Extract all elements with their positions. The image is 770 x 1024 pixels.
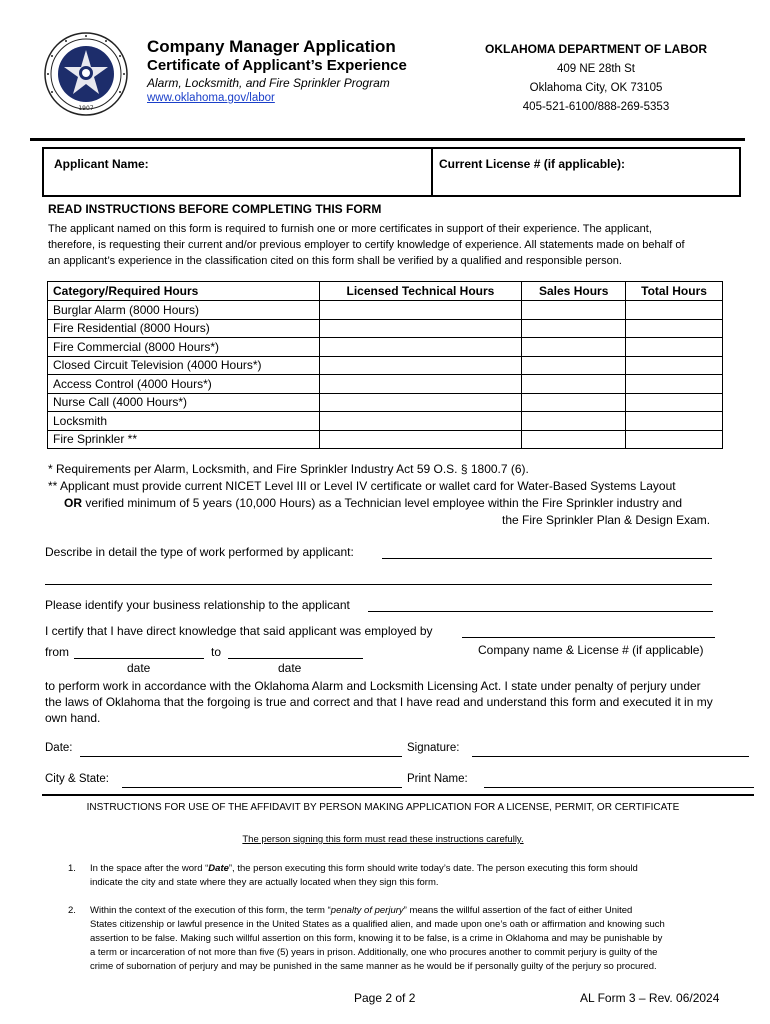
column-header-total-hours: Total Hours [626, 282, 723, 301]
category-cell: Fire Sprinkler ** [48, 430, 320, 449]
website-link[interactable]: www.oklahoma.gov/labor [147, 92, 275, 104]
print-name-field[interactable] [484, 787, 754, 788]
form-subtitle: Certificate of Applicant’s Experience [147, 57, 407, 74]
affidavit-subheading: The person signing this form must read these instructions carefully. [242, 834, 524, 845]
table-row [48, 412, 723, 431]
to-date-caption: date [278, 661, 302, 675]
affidavit-item1: In the space after the word “Date”, the person executing this form should write today’s date. The person executing this form should indicate the city and state where they are actually located when they sign this form. [90, 863, 638, 888]
affidavit-heading: INSTRUCTIONS FOR USE OF THE AFFIDAVIT BY PERSON MAKING APPLICATION FOR A LICENSE, PERMIT, OR CERTIFICATE [86, 802, 680, 813]
state-seal-logo [44, 32, 128, 116]
business-relationship-label: Please identify your business relationship to the applicant [45, 598, 350, 612]
sales-hours-input[interactable] [522, 301, 626, 320]
seal-year: 1907 [78, 105, 94, 112]
describe-work-label: Describe in detail the type of work performed by applicant: [45, 545, 354, 559]
table-header-row [48, 282, 723, 301]
business-relationship-field[interactable] [368, 611, 713, 612]
applicant-name-label: Applicant Name: [54, 157, 149, 171]
sales-hours-input[interactable] [522, 393, 626, 412]
from-label: from [45, 645, 69, 659]
program-name: Alarm, Locksmith, and Fire Sprinkler Program [147, 76, 390, 90]
instructions-line-3: an applicant’s experience in the classification cited on this form shall be verified by a qualified and responsible person. [48, 255, 622, 267]
technical-hours-input[interactable] [319, 393, 522, 412]
category-cell: Burglar Alarm (8000 Hours) [48, 301, 320, 320]
technical-hours-input[interactable] [319, 301, 522, 320]
total-hours-input[interactable] [626, 338, 723, 357]
affidavit-item1-number: 1. [68, 863, 76, 874]
city-state-label: City & State: [45, 773, 109, 785]
technical-hours-input[interactable] [319, 356, 522, 375]
from-date-caption: date [127, 661, 151, 675]
column-header-technical-hours: Licensed Technical Hours [319, 282, 522, 301]
table-row [48, 356, 723, 375]
department-phone: 405-521-6100/888-269-5353 [522, 101, 670, 113]
department-name: OKLAHOMA DEPARTMENT OF LABOR [485, 42, 707, 56]
print-name-label: Print Name: [407, 773, 468, 785]
affidavit-item2: Within the context of the execution of this form, the term “penalty of perjury” means the willful assertion of the fact of either United States citizenship or lawful presence in the United States as a qualified alien, and made upon one’s oath or affirmation and knowing such assertion to be false. Making such willful assertion on this form, knowing it to be false, is a crime in Oklahoma and may be punishable by a term or incarceration of not more than five (5) years in prison. Additionally, one who procures another to commit perjury is guilty of the crime of subornation of perjury and may be punished in the same manner as he would be if personally guilty of the perjury so procured. [90, 905, 665, 972]
technical-hours-input[interactable] [319, 338, 522, 357]
table-row [48, 338, 723, 357]
total-hours-input[interactable] [626, 393, 723, 412]
to-date-field[interactable] [228, 658, 363, 659]
perjury-statement-line3: own hand. [45, 711, 101, 725]
form-title: Company Manager Application [147, 37, 396, 56]
technical-hours-input[interactable] [319, 430, 522, 449]
department-address-line1: 409 NE 28th St [557, 63, 635, 75]
department-address-line2: Oklahoma City, OK 73105 [529, 82, 663, 94]
to-label: to [211, 645, 222, 659]
current-license-label: Current License # (if applicable): [439, 157, 626, 171]
applicant-name-field[interactable] [154, 153, 424, 191]
footnote-double-asterisk-line2: OR verified minimum of 5 years (10,000 Hours) as a Technician level employee within the Fire Sprinkler industry and [64, 496, 683, 510]
table-row [48, 301, 723, 320]
describe-work-field[interactable] [382, 558, 712, 559]
affidavit-divider [42, 794, 754, 796]
experience-hours-table [47, 281, 723, 449]
affidavit-item2-number: 2. [68, 905, 76, 916]
technical-hours-input[interactable] [319, 375, 522, 394]
sales-hours-input[interactable] [522, 338, 626, 357]
date-label: Date: [45, 742, 73, 754]
total-hours-input[interactable] [626, 319, 723, 338]
sales-hours-input[interactable] [522, 356, 626, 375]
instructions-line-2: therefore, is requesting their current and/or previous employer to certify knowledge of experience. All statements made on behalf of [48, 239, 685, 251]
technical-hours-input[interactable] [319, 319, 522, 338]
category-cell: Fire Commercial (8000 Hours*) [48, 338, 320, 357]
perjury-statement-line2: the laws of Oklahoma that the forgoing is true and correct and that I have read and understand this form and executed it in my [45, 695, 713, 709]
signature-label: Signature: [407, 742, 460, 754]
table-row [48, 319, 723, 338]
or-emphasis: OR [64, 496, 82, 510]
from-date-field[interactable] [74, 658, 204, 659]
current-license-field[interactable] [664, 153, 734, 191]
technical-hours-input[interactable] [319, 412, 522, 431]
category-cell: Fire Residential (8000 Hours) [48, 319, 320, 338]
sales-hours-input[interactable] [522, 375, 626, 394]
total-hours-input[interactable] [626, 430, 723, 449]
employer-company-field[interactable] [462, 637, 715, 638]
footnote-double-asterisk-line3: the Fire Sprinkler Plan & Design Exam. [502, 513, 711, 527]
perjury-statement-line1: to perform work in accordance with the Oklahoma Alarm and Locksmith Licensing Act. I state under penalty of perjury under [45, 679, 701, 693]
instructions-heading: READ INSTRUCTIONS BEFORE COMPLETING THIS FORM [48, 202, 382, 216]
sales-hours-input[interactable] [522, 412, 626, 431]
city-state-field[interactable] [122, 787, 402, 788]
date-field[interactable] [80, 756, 402, 757]
category-cell: Nurse Call (4000 Hours*) [48, 393, 320, 412]
total-hours-input[interactable] [626, 412, 723, 431]
signature-field[interactable] [472, 756, 749, 757]
column-header-sales-hours: Sales Hours [522, 282, 626, 301]
column-header-category: Category/Required Hours [48, 282, 320, 301]
table-row [48, 393, 723, 412]
sales-hours-input[interactable] [522, 319, 626, 338]
footnote-double-asterisk: ** Applicant must provide current NICET Level III or Level IV certificate or wallet card for Water-Based Systems Layout [48, 479, 676, 493]
applicant-info-box [42, 147, 741, 197]
category-cell: Access Control (4000 Hours*) [48, 375, 320, 394]
instructions-line-1: The applicant named on this form is required to furnish one or more certificates in support of their experience. The applicant, [48, 223, 652, 235]
page-number: Page 2 of 2 [354, 991, 416, 1005]
form-revision-id: AL Form 3 – Rev. 06/2024 [580, 991, 720, 1005]
company-license-caption: Company name & License # (if applicable) [478, 643, 704, 657]
describe-work-field-line2[interactable] [45, 584, 712, 585]
table-row [48, 375, 723, 394]
table-row [48, 430, 723, 449]
total-hours-input[interactable] [626, 375, 723, 394]
total-hours-input[interactable] [626, 356, 723, 375]
header-divider [30, 138, 745, 141]
certify-employment-label: I certify that I have direct knowledge that said applicant was employed by [45, 624, 433, 638]
footnote-single-asterisk: * Requirements per Alarm, Locksmith, and Fire Sprinkler Industry Act 59 O.S. § 1800.7 (6). [48, 462, 529, 476]
sales-hours-input[interactable] [522, 430, 626, 449]
total-hours-input[interactable] [626, 301, 723, 320]
category-cell: Locksmith [48, 412, 320, 431]
category-cell: Closed Circuit Television (4000 Hours*) [48, 356, 320, 375]
